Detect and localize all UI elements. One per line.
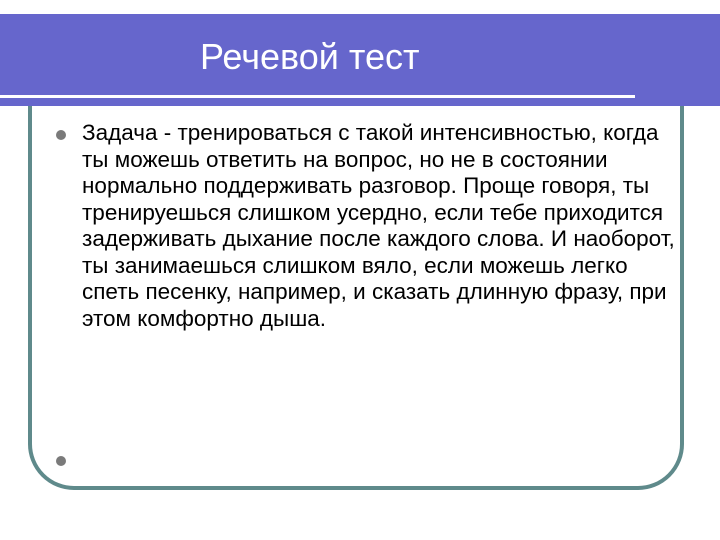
- bullet-list: [56, 120, 676, 332]
- slide-title: Речевой тест: [200, 36, 420, 77]
- bullet-icon: [56, 130, 66, 140]
- bullet-icon: [56, 456, 66, 466]
- list-item: [56, 446, 82, 472]
- list-item: [56, 120, 676, 332]
- bullet-text: Задача - тренироваться с такой интенсивностью, когда ты можешь ответить на вопрос, но не в состоянии нормально поддерживать разговор. Проще говоря, ты тренируешься слишком усердно, если тебе приходится задерживать дыхание после каждого слова. И наоборот, ты занимаешься слишком вяло, если можешь легко спеть песенку, например, и сказать длинную фразу, при этом комфортно дыша.: [82, 120, 675, 331]
